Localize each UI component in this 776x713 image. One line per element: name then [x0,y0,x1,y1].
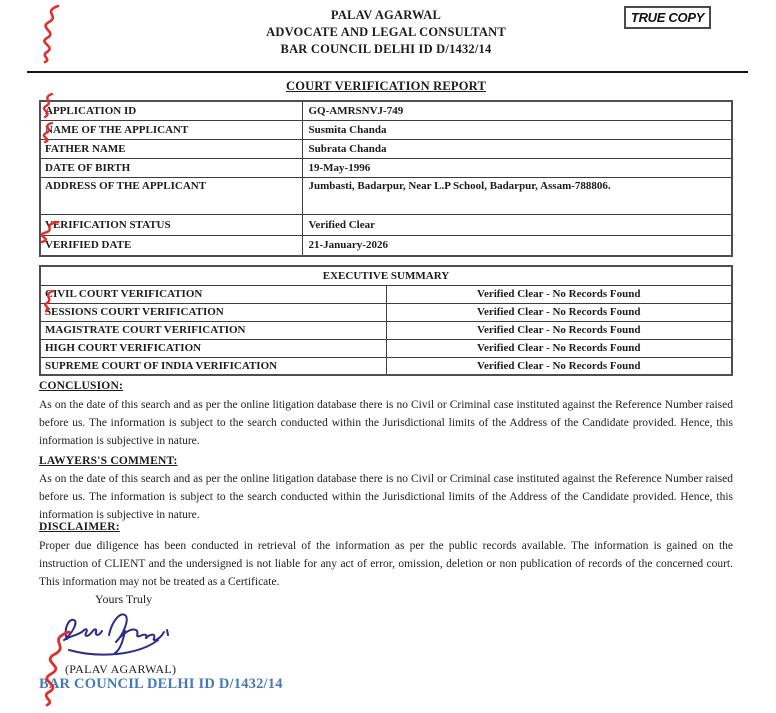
court-label: HIGH COURT VERIFICATION [40,339,386,357]
true-copy-stamp [624,6,711,29]
court-result: Verified Clear - No Records Found [386,285,732,303]
red-ink-mark [34,4,66,64]
lawyers-comment-section [39,455,733,467]
field-value: Subrata Chanda [302,139,732,158]
disclaimer-heading: DISCLAIMER: [39,521,120,533]
field-value: 21-January-2026 [302,235,732,256]
table-row [40,321,732,339]
red-ink-mark [37,92,57,119]
field-value: Jumbasti, Badarpur, Near L.P School, Badarpur, Assam-788806. [302,177,732,214]
conclusion-section [39,380,733,392]
court-label: SUPREME COURT OF INDIA VERIFICATION [40,357,386,375]
field-label: VERIFICATION STATUS [40,214,302,235]
court-label: SESSIONS COURT VERIFICATION [40,303,386,321]
field-label: ADDRESS OF THE APPLICANT [40,177,302,214]
field-value: Susmita Chanda [302,120,732,139]
lawyers-comment-heading: LAWYERS'S COMMENT: [39,455,178,467]
conclusion-heading: CONCLUSION: [39,380,123,392]
table-header-row [40,266,732,285]
field-value: GQ-AMRSNVJ-749 [302,101,732,120]
table-row [40,339,732,357]
court-label: MAGISTRATE COURT VERIFICATION [40,321,386,339]
field-label: DATE OF BIRTH [40,158,302,177]
lawyers-comment-body: As on the date of this search and as per the online litigation database there is no Civil or Criminal case instituted against the Reference Number raised before us. The information is subject to the search conducted within the Jurisdictional limits of the Address of the Candidate provided. Hence, this information is subjective in nature. [39,473,733,522]
true-copy-stamp-label: TRUE COPY [630,10,705,25]
table-row [40,158,732,177]
conclusion-body: As on the date of this search and as per the online litigation database there is no Civil or Criminal case instituted against the Reference Number raised before us. The information is subject to the search conducted within the Jurisdictional limits of the Address of the Candidate provided. Hence, this information is subjective in nature. [39,399,733,448]
applicant-table [39,100,733,257]
court-label: CIVIL COURT VERIFICATION [40,285,386,303]
header-divider [27,71,748,73]
field-value: 19-May-1996 [302,158,732,177]
field-value: Verified Clear [302,214,732,235]
table-row [40,214,732,235]
table-row [40,235,732,256]
table-row [40,303,732,321]
executive-summary-table [39,265,733,376]
court-result: Verified Clear - No Records Found [386,321,732,339]
disclaimer-body: Proper due diligence has been conducted in retrieval of the information as per the public records available. The information is gained on the instruction of CLIENT and the undersigned is not liable for any act of error, omission, deletion or non publication of records of the concerned court. This information may not be treated as a Certificate. [39,540,733,589]
executive-summary-header: EXECUTIVE SUMMARY [40,266,732,285]
page-title: COURT VERIFICATION REPORT [286,79,486,93]
field-label: NAME OF THE APPLICANT [40,120,302,139]
disclaimer-section [39,521,733,533]
red-ink-mark [34,628,80,708]
table-row [40,177,732,214]
court-result: Verified Clear - No Records Found [386,357,732,375]
table-row [40,357,732,375]
table-row [40,120,732,139]
court-result: Verified Clear - No Records Found [386,339,732,357]
signatory-name: (PALAV AGARWAL) [65,662,177,676]
field-label: APPLICATION ID [40,101,302,120]
advocate-bar-id: BAR COUNCIL DELHI ID D/1432/14 [280,42,492,56]
red-ink-mark [39,289,57,313]
table-row [40,285,732,303]
court-result: Verified Clear - No Records Found [386,303,732,321]
advocate-title: ADVOCATE AND LEGAL CONSULTANT [266,25,506,39]
advocate-name: PALAV AGARWAL [330,8,442,22]
table-row [40,101,732,120]
salutation: Yours Truly [95,592,153,606]
table-row [40,139,732,158]
field-label: VERIFIED DATE [40,235,302,256]
field-label: FATHER NAME [40,139,302,158]
red-ink-mark [34,219,62,244]
footer-bar-id: BAR COUNCIL DELHI ID D/1432/14 [39,676,283,692]
red-ink-mark [37,121,57,144]
